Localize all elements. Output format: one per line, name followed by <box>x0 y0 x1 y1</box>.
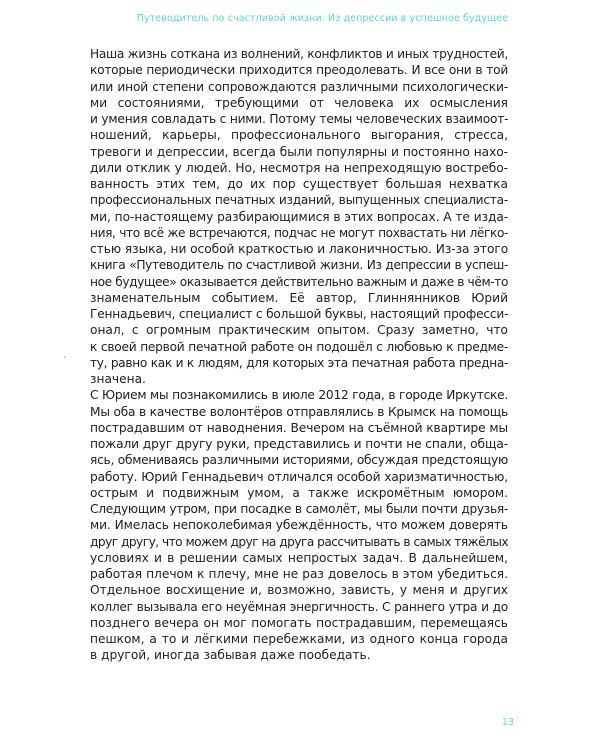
text-line: или иной степени сопровождаются различными психологически- <box>90 79 508 94</box>
text-line: и умения совладать с ними. Потому темы человеческих взаимоот- <box>90 112 509 126</box>
text-line: Геннадьевич, специалист с большой буквы, настоящий професси- <box>90 307 509 321</box>
paragraph-2 <box>90 387 508 663</box>
text-line: дили отклик у людей. Но, несмотря на непреходящую востребо- <box>90 160 508 175</box>
text-line: которые периодически приходится преодолевать. И все они в той <box>90 63 508 78</box>
text-line: друг другу, что можем друг на друга рассчитывать в самых тяжёлых <box>90 534 508 549</box>
text-line: ми, по-настоящему разбирающимися в этих вопросах. А те изда- <box>90 209 509 224</box>
text-line: тревоги и депрессии, всегда были популярны и постоянно нахо- <box>90 144 508 159</box>
text-line: Наша жизнь соткана из волнений, конфликтов и иных трудностей, <box>90 47 508 61</box>
text-line: позднего вечера он мог помогать пострадавшим, перемещаясь <box>90 615 508 630</box>
text-line: Следующим утром, при посадке в самолёт, мы были почти друзья- <box>90 502 508 516</box>
text-line: острым и подвижным умом, а также искромётным юмором. <box>90 485 508 500</box>
body-text <box>90 46 508 664</box>
text-line: ясь, обмениваясь различными историями, обсуждая предстоящую <box>90 453 508 468</box>
text-line: ношений, карьеры, профессионального выгорания, стресса, <box>90 128 508 143</box>
text-line: онал, с огромным практическим опытом. Сразу заметно, что <box>90 323 508 338</box>
text-line: профессиональных печатных изданий, выпущенных специалиста- <box>90 193 508 208</box>
text-line: ное будущее» оказывается действительно важным и даже в чём-то <box>90 274 508 289</box>
text-line: значена. <box>90 372 146 386</box>
text-line: пострадавшим от наводнения. Вечером на съёмной квартире мы <box>90 420 508 435</box>
text-line: ми состояниями, требующими от человека их осмысления <box>90 95 508 110</box>
text-line: в другой, иногда забывая даже пообедать. <box>90 648 371 663</box>
text-line: стью языка, ни особой краткостью и лаконичностью. Из-за этого <box>90 242 509 256</box>
text-line: Мы оба в качестве волонтёров отправлялись в Крымск на помощь <box>90 404 508 419</box>
text-line: Отдельное восхищение и, возможно, зависть, у меня и других <box>90 583 508 598</box>
text-line: книга «Путеводитель по счастливой жизни. Из депрессии в успеш- <box>90 258 508 273</box>
text-line: коллег вызывала его неуёмная энергичность. С раннего утра и до <box>90 599 508 614</box>
text-line: ния, что всё же встречаются, подчас не могут похвастать ни лёгко- <box>90 225 508 240</box>
text-line: ту, равно как и к людям, для которых эта печатная работа предна- <box>90 355 508 370</box>
running-header: Путеводитель по счастливой жизни. Из депрессии в успешное будущее <box>136 13 508 24</box>
paragraph-1 <box>90 46 508 387</box>
text-line: С Юрием мы познакомились в июле 2012 года, в городе Иркутске. <box>90 388 508 403</box>
text-line: работая плечом к плечу, мне не раз довелось в этом убедиться. <box>90 567 508 581</box>
text-line: работу. Юрий Геннадьевич отличался особой харизматичностью, <box>90 469 508 484</box>
text-line: пешком, а то и лёгкими перебежками, из одного конца города <box>90 632 508 646</box>
text-line: условиях и в решении самых непростых задач. В дальнейшем, <box>90 550 508 565</box>
text-line: знаменательным событием. Её автор, Глиннянников Юрий <box>90 290 508 305</box>
text-line: пожали друг другу руки, представились и почти не спали, обща- <box>90 437 508 451</box>
text-line: к своей первой печатной работе он подошёл с любовью к предме- <box>90 339 508 354</box>
margin-mark: ˌ <box>64 350 67 359</box>
text-line: ми. Имелась непоколебимая убеждённость, что можем доверять <box>90 518 508 533</box>
page-number: 13 <box>501 717 514 728</box>
text-line: ванность этих тем, до их пор существует большая нехватка <box>90 177 508 191</box>
